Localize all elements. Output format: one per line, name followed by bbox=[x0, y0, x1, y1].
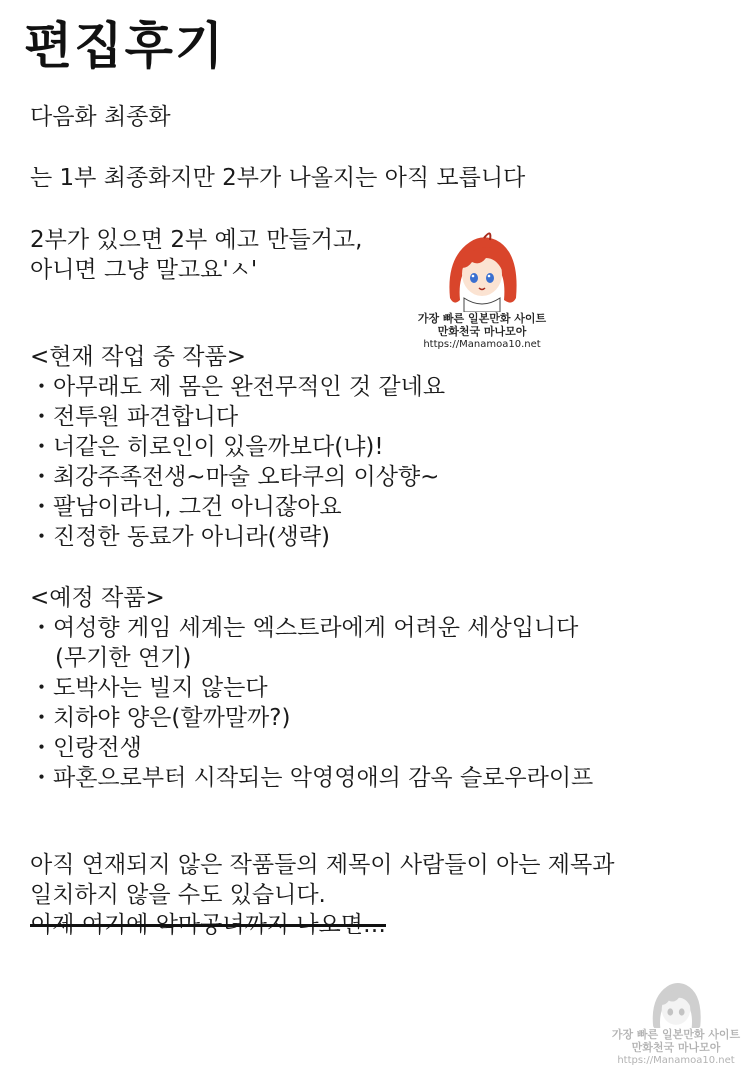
intro-line-2: 는 1부 최종화지만 2부가 나올지는 아직 모릅니다 bbox=[30, 165, 526, 191]
planned-work-item: ・여성향 게임 세계는 엑스트라에게 어려운 세상입니다 bbox=[30, 615, 579, 641]
note-line-2: 일치하지 않을 수도 있습니다. bbox=[30, 882, 326, 908]
watermark-line-2: 만화천국 마나모아 bbox=[631, 1041, 721, 1054]
anime-girl-mascot-icon bbox=[440, 228, 524, 312]
watermark-url: https://Manamoa10.net bbox=[617, 1055, 735, 1066]
current-work-item: ・최강주족전생~마술 오타쿠의 이상향~ bbox=[30, 464, 440, 490]
planned-work-item: ・치하야 양은(할까말까?) bbox=[30, 705, 291, 731]
anime-girl-mascot-icon bbox=[646, 976, 706, 1028]
intro-line-4: 아니면 그냥 말고요'ㅅ' bbox=[30, 257, 258, 283]
site-watermark bbox=[412, 228, 552, 351]
current-works-header: <현재 작업 중 작품> bbox=[30, 344, 247, 370]
intro-line-3: 2부가 있으면 2부 예고 만들거고, bbox=[30, 227, 363, 253]
intro-line-1: 다음화 최종화 bbox=[30, 104, 171, 130]
planned-work-item: ・파혼으로부터 시작되는 악영영애의 감옥 슬로우라이프 bbox=[30, 765, 594, 791]
current-work-item: ・너같은 히로인이 있을까보다(냐)! bbox=[30, 434, 384, 460]
note-line-1: 아직 연재되지 않은 작품들의 제목이 사람들이 아는 제목과 bbox=[30, 852, 615, 878]
planned-work-item: ・인랑전생 bbox=[30, 735, 142, 761]
watermark-line-1: 가장 빠른 일본만화 사이트 bbox=[611, 1028, 741, 1041]
watermark-url: https://Manamoa10.net bbox=[423, 339, 541, 350]
planned-work-item: ・도박사는 빌지 않는다 bbox=[30, 675, 268, 701]
planned-work-item-continuation: (무기한 연기) bbox=[55, 645, 192, 671]
watermark-line-2: 만화천국 마나모아 bbox=[437, 325, 527, 338]
current-work-item: ・아무래도 제 몸은 완전무적인 것 같네요 bbox=[30, 374, 446, 400]
current-work-item: ・전투원 파견합니다 bbox=[30, 404, 239, 430]
note-strikethrough-line: 이제 여기에 악마공녀까지 나오면… bbox=[30, 912, 386, 938]
planned-works-header: <예정 작품> bbox=[30, 585, 165, 611]
current-work-item: ・진정한 동료가 아니라(생략) bbox=[30, 524, 330, 550]
current-work-item: ・팔남이라니, 그건 아니잖아요 bbox=[30, 494, 342, 520]
site-watermark-faded bbox=[606, 976, 746, 1067]
watermark-line-1: 가장 빠른 일본만화 사이트 bbox=[417, 312, 547, 325]
page-title: 편집후기 bbox=[24, 17, 226, 75]
